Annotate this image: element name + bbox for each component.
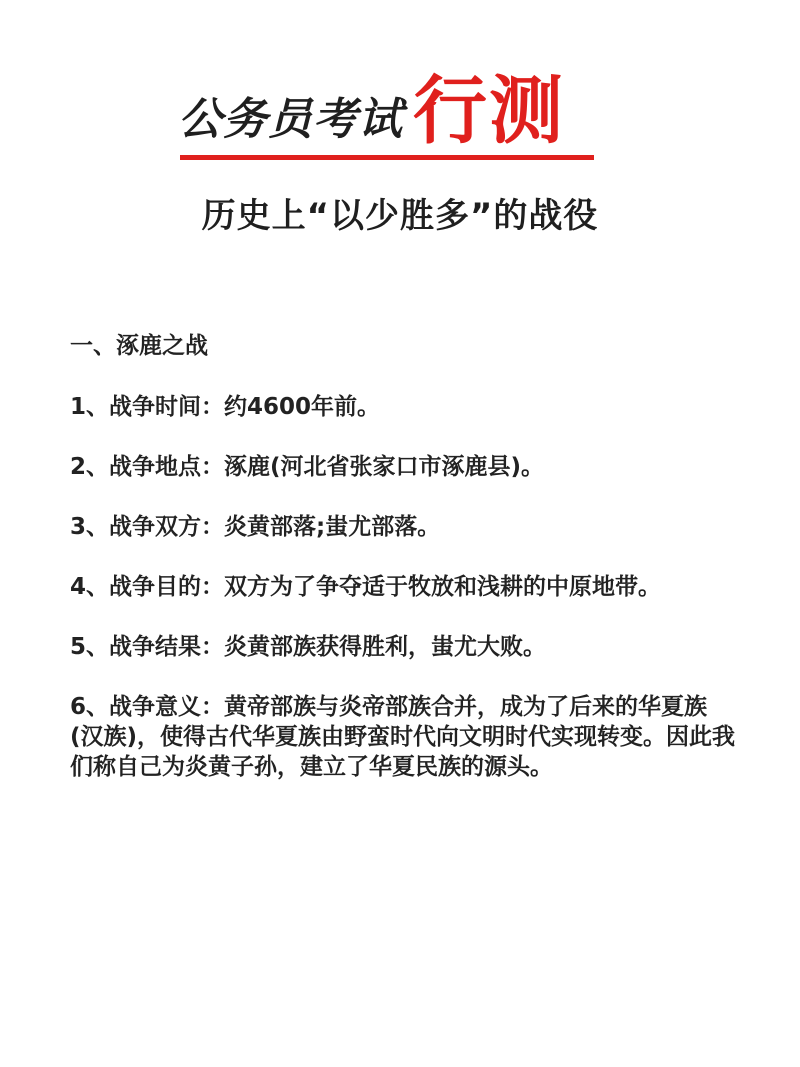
article-body [70,330,740,812]
item-purpose: 4、战争目的：双方为了争夺适于牧放和浅耕的中原地带。 [70,574,662,601]
item-parties: 3、战争双方：炎黄部落;蚩尤部落。 [70,514,441,541]
brand-title [178,68,565,154]
brand-accent: 行测 [413,68,565,154]
item-result: 5、战争结果：炎黄部族获得胜利，蚩尤大败。 [70,634,547,661]
brand-header [178,62,596,160]
section-heading: 一、涿鹿之战 [70,333,208,359]
item-location: 2、战争地点：涿鹿(河北省张家口市涿鹿县)。 [70,454,545,481]
item-time: 1、战争时间：约4600年前。 [70,394,381,421]
header-divider [180,155,594,160]
page-title: 历史上“以少胜多”的战役 [201,196,599,236]
item-significance: 6、战争意义：黄帝部族与炎帝部族合并，成为了后来的华夏族(汉族)，使得古代华夏族由野蛮时代向文明时代实现转变。因此我们称自己为炎黄子孙，建立了华夏民族的源头。 [70,694,736,781]
brand-prefix: 公务员考试 [178,94,403,145]
